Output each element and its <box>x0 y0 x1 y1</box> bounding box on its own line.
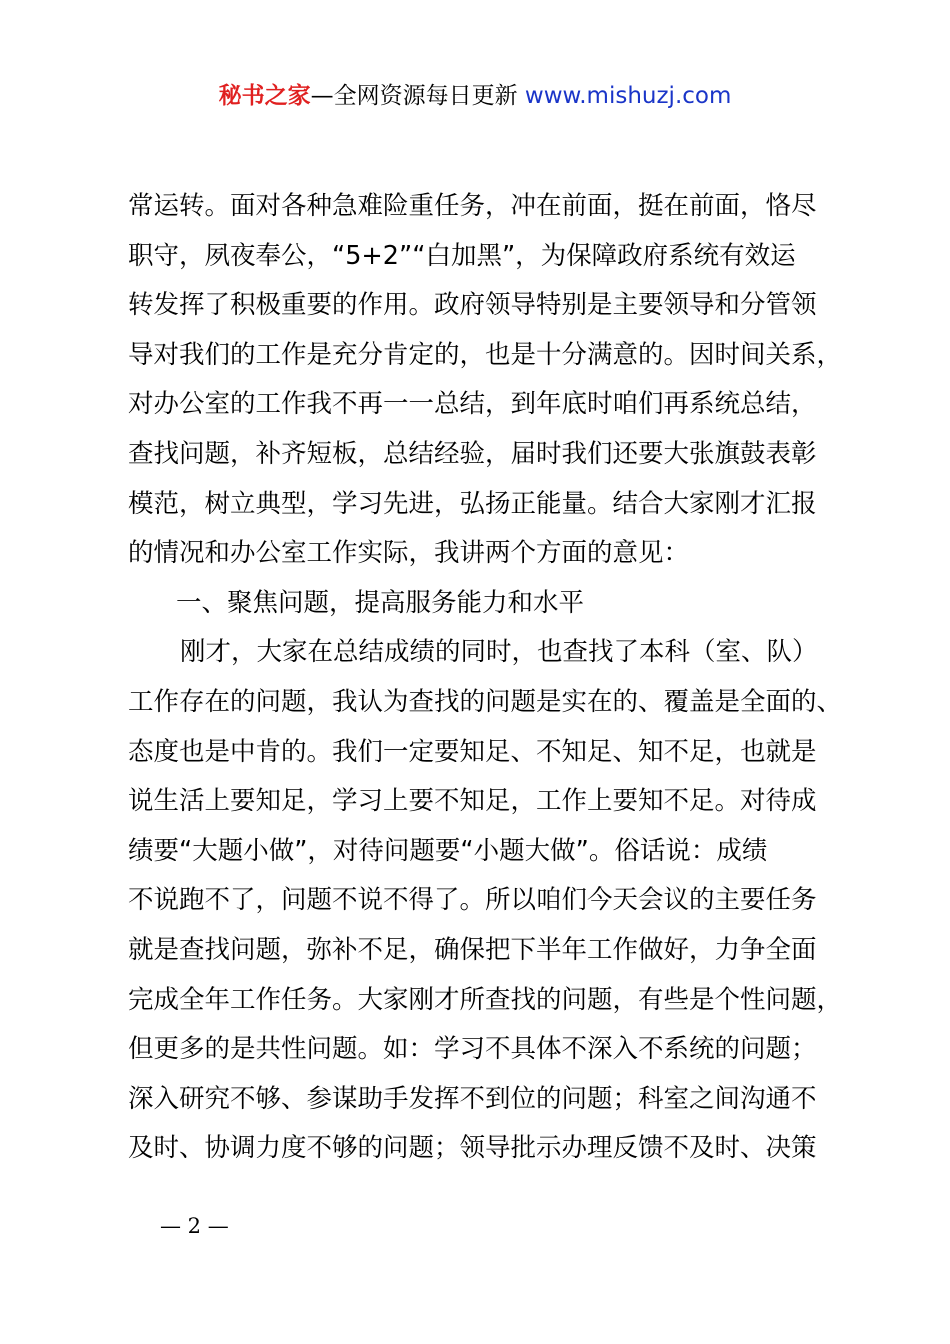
site-brand: 秘书之家 <box>218 83 311 109</box>
paragraph-line: 不说跑不了，问题不说不得了。所以咱们今天会议的主要任务 <box>128 885 817 916</box>
paragraph-line: 对办公室的工作我不再一一总结，到年底时咱们再系统总结， <box>128 389 817 420</box>
paragraph-line: 模范，树立典型，学习先进，弘扬正能量。结合大家刚才汇报 <box>128 488 817 519</box>
header-separator: — <box>310 83 334 109</box>
paragraph-line: 完成全年工作任务。大家刚才所查找的问题，有些是个性问题， <box>128 984 843 1015</box>
paragraph-line: 常运转。面对各种急难险重任务，冲在前面，挺在前面，恪尽 <box>128 191 817 221</box>
document-body <box>128 182 858 1174</box>
paragraph-line: 工作存在的问题，我认为查找的问题是实在的、覆盖是全面的、 <box>128 686 843 717</box>
paragraph-line: 说生活上要知足，学习上要不知足，工作上要知不足。对待成 <box>128 786 817 817</box>
paragraph-line: 但更多的是共性问题。如：学习不具体不深入不系统的问题； <box>128 1034 817 1065</box>
paragraph-line: 转发挥了积极重要的作用。政府领导特别是主要领导和分管领 <box>128 290 817 321</box>
section-heading: 一、聚焦问题，提高服务能力和水平 <box>176 587 585 618</box>
paragraph-line: 深入研究不够、参谋助手发挥不到位的问题；科室之间沟通不 <box>128 1083 817 1114</box>
site-header <box>0 80 950 112</box>
paragraph-line: 导对我们的工作是充分肯定的，也是十分满意的。因时间关系， <box>128 339 843 370</box>
paragraph-line: 绩要“大题小做”，对待问题要“小题大做”。俗话说：成绩 <box>128 835 768 866</box>
paragraph-line: 查找问题，补齐短板，总结经验，届时我们还要大张旗鼓表彰 <box>128 438 817 469</box>
paragraph-line: 的情况和办公室工作实际，我讲两个方面的意见： <box>128 538 690 569</box>
site-url[interactable]: www.mishuzj.com <box>524 83 732 109</box>
paragraph-line: 就是查找问题，弥补不足，确保把下半年工作做好，力争全面 <box>128 934 817 965</box>
paragraph-line: 职守，夙夜奉公，“5+2”“白加黑”，为保障政府系统有效运 <box>128 240 796 271</box>
header-tagline: 全网资源每日更新 <box>333 83 518 109</box>
paragraph-line: 及时、协调力度不够的问题；领导批示办理反馈不及时、决策 <box>128 1133 817 1164</box>
paragraph-line: 态度也是中肯的。我们一定要知足、不知足、知不足，也就是 <box>128 736 817 767</box>
page-number: — 2 — <box>160 1214 229 1238</box>
paragraph-line: 刚才，大家在总结成绩的同时，也查找了本科（室、队） <box>180 637 818 668</box>
